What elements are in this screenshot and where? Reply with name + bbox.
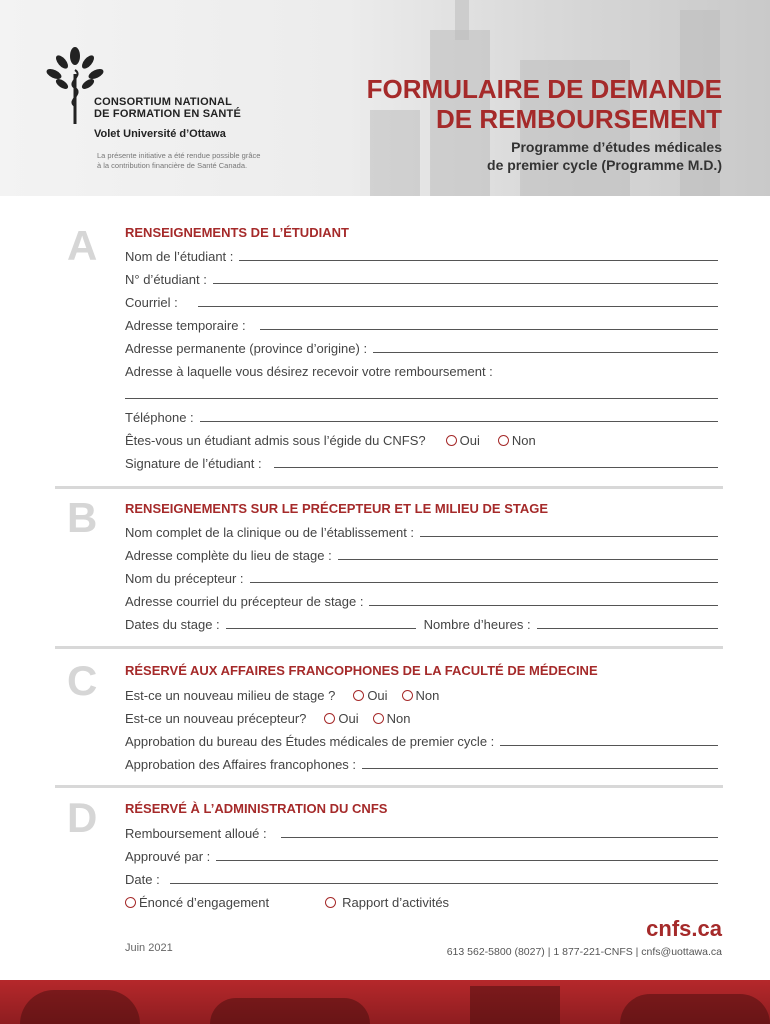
admin-documents-row bbox=[125, 892, 718, 910]
reimbursement-amount-field[interactable] bbox=[125, 823, 718, 841]
footer-tree-shape bbox=[620, 994, 770, 1024]
initiative-note bbox=[97, 151, 307, 171]
form-subtitle-line2: de premier cycle (Programme M.D.) bbox=[487, 157, 722, 173]
phone-field[interactable] bbox=[125, 407, 718, 425]
new-placement-label: Est-ce un nouveau milieu de stage ? bbox=[125, 688, 336, 703]
student-number-line[interactable] bbox=[213, 272, 718, 284]
preceptor-email-label: Adresse courriel du précepteur de stage : bbox=[125, 594, 364, 609]
section-d-letter: D bbox=[67, 794, 98, 841]
bureau-approval-line[interactable] bbox=[500, 734, 718, 746]
francophone-approval-field[interactable] bbox=[125, 754, 718, 772]
form-subtitle-line1: Programme d’études médicales bbox=[511, 139, 722, 155]
non-label: Non bbox=[415, 688, 440, 703]
admin-date-label: Date : bbox=[125, 872, 160, 887]
hours-line[interactable] bbox=[537, 617, 718, 629]
placement-address-line[interactable] bbox=[338, 548, 718, 560]
student-signature-line[interactable] bbox=[274, 456, 718, 468]
clinic-name-field[interactable] bbox=[125, 522, 718, 540]
student-signature-field[interactable] bbox=[125, 453, 718, 471]
student-name-line[interactable] bbox=[239, 249, 718, 261]
permanent-address-field[interactable] bbox=[125, 338, 718, 356]
preceptor-email-field[interactable] bbox=[125, 591, 718, 609]
radio-circle-icon[interactable] bbox=[324, 713, 335, 724]
bureau-approval-label: Approbation du bureau des Études médicales de premier cycle : bbox=[125, 734, 495, 749]
section-a-title: RENSEIGNEMENTS DE L’ÉTUDIANT bbox=[125, 225, 349, 240]
volet-label: Volet Université d’Ottawa bbox=[94, 128, 226, 140]
student-name-field[interactable] bbox=[125, 246, 718, 264]
email-field[interactable] bbox=[125, 292, 718, 310]
temporary-address-line[interactable] bbox=[260, 318, 718, 330]
new-preceptor-non-option[interactable] bbox=[373, 711, 411, 726]
section-b-title: RENSEIGNEMENTS SUR LE PRÉCEPTEUR ET LE MILIEU DE STAGE bbox=[125, 501, 549, 516]
section-d-title: RÉSERVÉ À L’ADMINISTRATION DU CNFS bbox=[125, 801, 388, 816]
new-placement-question bbox=[125, 685, 718, 703]
non-label: Non bbox=[511, 433, 536, 448]
new-placement-oui-option[interactable] bbox=[353, 688, 387, 703]
radio-circle-icon[interactable] bbox=[373, 713, 384, 724]
section-divider bbox=[55, 486, 723, 489]
page-header bbox=[0, 0, 770, 196]
cnfs-admission-non-option[interactable] bbox=[498, 433, 536, 448]
preceptor-name-label: Nom du précepteur : bbox=[125, 571, 244, 586]
phone-line[interactable] bbox=[200, 410, 718, 422]
student-number-label: N° d’étudiant : bbox=[125, 272, 207, 287]
admin-date-line[interactable] bbox=[170, 872, 718, 884]
section-a-letter: A bbox=[67, 222, 98, 269]
new-preceptor-oui-option[interactable] bbox=[324, 711, 358, 726]
oui-label: Oui bbox=[338, 711, 359, 726]
placement-address-field[interactable] bbox=[125, 545, 718, 563]
placement-dates-line[interactable] bbox=[226, 617, 416, 629]
new-preceptor-question bbox=[125, 708, 718, 726]
oui-label: Oui bbox=[367, 688, 388, 703]
reimbursement-address-label: Adresse à laquelle vous désirez recevoir votre remboursement : bbox=[125, 364, 493, 379]
footer-building-shape bbox=[470, 986, 560, 1024]
reimbursement-amount-line[interactable] bbox=[281, 826, 718, 838]
reimbursement-address-label-row bbox=[125, 361, 718, 379]
cnfs-admission-oui-option[interactable] bbox=[446, 433, 480, 448]
dates-hours-row bbox=[125, 614, 718, 632]
background-tower bbox=[455, 0, 469, 40]
placement-dates-label: Dates du stage : bbox=[125, 617, 220, 632]
phone-label: Téléphone : bbox=[125, 410, 194, 425]
temporary-address-field[interactable] bbox=[125, 315, 718, 333]
preceptor-name-line[interactable] bbox=[250, 571, 718, 583]
rapport-label: Rapport d’activités bbox=[342, 895, 450, 910]
section-divider bbox=[55, 785, 723, 788]
reimbursement-address-line[interactable] bbox=[125, 387, 718, 399]
radio-circle-icon[interactable] bbox=[353, 690, 364, 701]
email-label: Courriel : bbox=[125, 295, 178, 310]
admin-date-field[interactable] bbox=[125, 869, 718, 887]
clinic-name-label: Nom complet de la clinique ou de l’établissement : bbox=[125, 525, 415, 540]
new-preceptor-label: Est-ce un nouveau précepteur? bbox=[125, 711, 307, 726]
section-b-letter: B bbox=[67, 494, 98, 541]
footer-notch bbox=[670, 970, 694, 980]
form-title bbox=[367, 74, 722, 134]
radio-circle-icon[interactable] bbox=[402, 690, 413, 701]
preceptor-name-field[interactable] bbox=[125, 568, 718, 586]
initiative-line1: La présente initiative a été rendue possible grâce bbox=[97, 151, 261, 160]
student-number-field[interactable] bbox=[125, 269, 718, 287]
section-divider bbox=[55, 646, 723, 649]
footer-photo-band bbox=[0, 980, 770, 1024]
org-name bbox=[94, 96, 241, 120]
hours-label: Nombre d’heures : bbox=[423, 617, 531, 632]
publication-date: Juin 2021 bbox=[125, 942, 173, 954]
form-title-line2: DE REMBOURSEMENT bbox=[435, 104, 722, 134]
email-line[interactable] bbox=[198, 295, 718, 307]
approved-by-line[interactable] bbox=[216, 849, 718, 861]
reimbursement-amount-label: Remboursement alloué : bbox=[125, 826, 267, 841]
bureau-approval-field[interactable] bbox=[125, 731, 718, 749]
section-c-title: RÉSERVÉ AUX AFFAIRES FRANCOPHONES DE LA FACULTÉ DE MÉDECINE bbox=[125, 663, 598, 678]
footer-tree-shape bbox=[210, 998, 370, 1024]
cnfs-admission-label: Êtes-vous un étudiant admis sous l’égide du CNFS? bbox=[125, 433, 426, 448]
section-c-letter: C bbox=[67, 657, 98, 704]
preceptor-email-line[interactable] bbox=[369, 594, 718, 606]
reimbursement-address-field[interactable] bbox=[125, 384, 718, 402]
student-name-label: Nom de l’étudiant : bbox=[125, 249, 234, 264]
radio-circle-icon[interactable] bbox=[325, 897, 336, 908]
placement-address-label: Adresse complète du lieu de stage : bbox=[125, 548, 332, 563]
temporary-address-label: Adresse temporaire : bbox=[125, 318, 246, 333]
radio-circle-icon[interactable] bbox=[125, 897, 136, 908]
francophone-approval-label: Approbation des Affaires francophones : bbox=[125, 757, 357, 772]
clinic-name-line[interactable] bbox=[420, 525, 718, 537]
approved-by-label: Approuvé par : bbox=[125, 849, 211, 864]
contact-info: 613 562-5800 (8027) | 1 877-221-CNFS | cnfs@uottawa.ca bbox=[446, 946, 722, 958]
rapport-option[interactable] bbox=[325, 895, 449, 910]
org-name-line2: DE FORMATION EN SANTÉ bbox=[94, 108, 241, 120]
form-title-line1: FORMULAIRE DE DEMANDE bbox=[366, 74, 722, 104]
cnfs-website-link[interactable]: cnfs.ca bbox=[646, 916, 722, 941]
francophone-approval-line[interactable] bbox=[362, 757, 718, 769]
oui-label: Oui bbox=[459, 433, 480, 448]
initiative-line2: à la contribution financière de Santé Canada. bbox=[97, 161, 248, 170]
form-subtitle bbox=[487, 138, 722, 174]
cnfs-admission-question bbox=[125, 430, 718, 448]
enonce-option[interactable] bbox=[125, 895, 269, 910]
footer-tree-shape bbox=[20, 990, 140, 1024]
non-label: Non bbox=[386, 711, 411, 726]
new-placement-non-option[interactable] bbox=[402, 688, 440, 703]
radio-circle-icon[interactable] bbox=[446, 435, 457, 446]
student-signature-label: Signature de l’étudiant : bbox=[125, 456, 262, 471]
approved-by-field[interactable] bbox=[125, 846, 718, 864]
org-name-line1: CONSORTIUM NATIONAL bbox=[94, 96, 233, 108]
permanent-address-line[interactable] bbox=[373, 341, 718, 353]
radio-circle-icon[interactable] bbox=[498, 435, 509, 446]
permanent-address-label: Adresse permanente (province d’origine) : bbox=[125, 341, 368, 356]
enonce-label: Énoncé d’engagement bbox=[139, 895, 270, 910]
